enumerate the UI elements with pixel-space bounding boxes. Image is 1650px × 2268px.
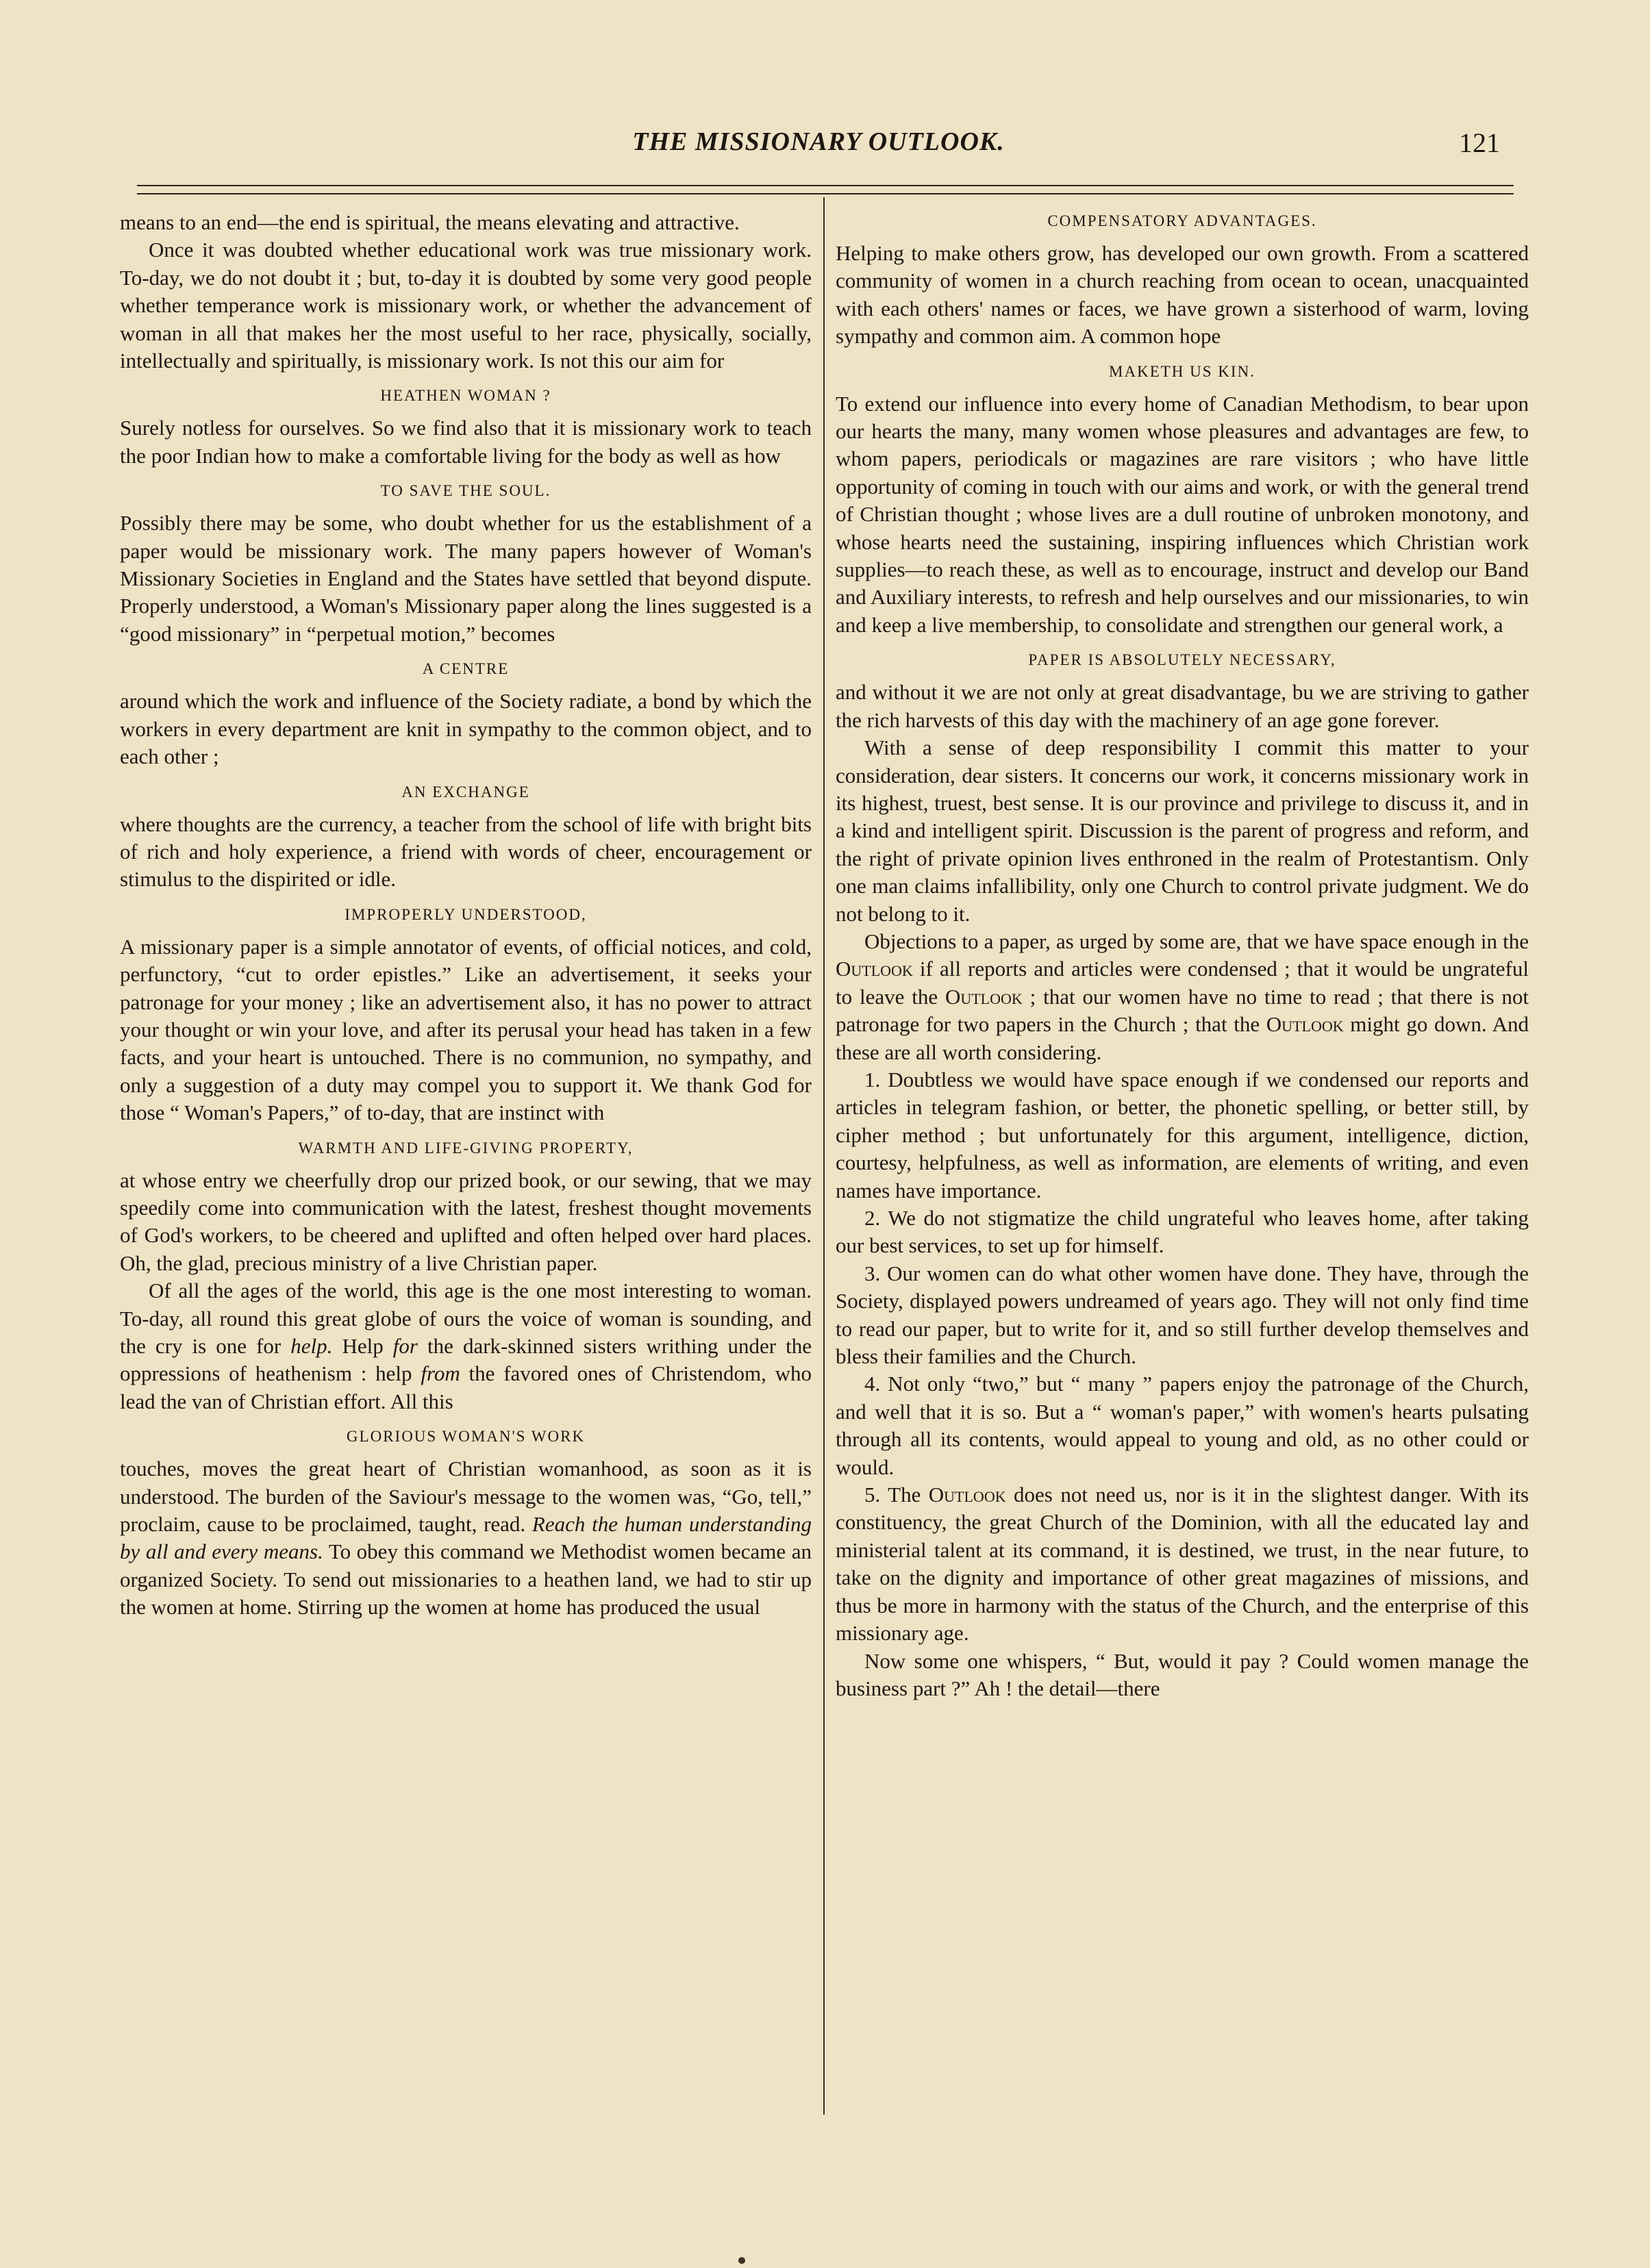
text-run: does not need us, nor is it in the slightest danger. With its constituency, the great Church of the Dominion, with all the educated lay and ministerial talent at its command, it is destined, we trust, in the near future, to take on the dignity and importance of other great magazines of missions, and thus be more in harmony with the status of the Church, and the enterprise of this missionary age. (836, 1483, 1529, 1646)
header-rule-bottom (137, 193, 1514, 194)
paragraph: A missionary paper is a simple annotator of events, of official notices, and cold, perfunctory, “cut to order epistles.” Like an advertisement, it seeks your patronage for your money ; like an advertisement also, it has no power to attract your thought or win your love, and after its perusal your head has taken in a few facts, and your heart is untouched. There is no communion, no sympathy, and only a suggestion of a duty may compel you to support it. We thank God for those “ Woman's Papers,” of to-day, that are instinct with (120, 934, 812, 1125)
text-run: if all reports and articles were condensed ; that it would be ungrateful to leave the (836, 957, 1529, 1009)
section-heading: PAPER IS ABSOLUTELY NECESSARY, (1028, 651, 1336, 669)
paragraph: around which the work and influence of the Society radiate, a bond by which the workers in every department are knit in sympathy to the common object, and to each other ; (120, 689, 812, 769)
paragraph: and without it we are not only at great disadvantage, bu we are striving to gather the rich harvests of this day with the machinery of an age gone forever. (836, 680, 1529, 732)
text-run: To obey this command we Methodist women became an organized Society. To send out missionaries to a heathen land, we had to stir up the women at home. Stirring up the women at home has produced the usual (120, 1539, 812, 1620)
small-caps-text: Outlook (928, 1483, 1006, 1507)
paragraph (120, 1455, 812, 1621)
text-run: Help (332, 1334, 393, 1358)
section-heading: GLORIOUS WOMAN'S WORK (346, 1428, 586, 1446)
running-title: THE MISSIONARY OUTLOOK. (632, 127, 1005, 156)
paragraph: 3. Our women can do what other women have done. They have, through the Society, displayed powers undreamed of years ago. They will not only find time to read our paper, but to write for it, and so still further develop themselves and bless their families and the Church. (836, 1261, 1529, 1369)
italic-text: for (392, 1334, 418, 1358)
paragraph: To extend our influence into every home of Canadian Methodism, to bear upon our hearts the many, many women whose pleasures and advantages are few, to whom papers, periodicals or magazines are rare visitors ; who have little opportunity of coming in touch with our aims and work, or with the general trend of Christian thought ; whose lives are a dull routine of unbroken monotony, and whose hearts need the sustaining, inspiring influences which Christian work supplies—to reach these, as well as to encourage, instruct and develop our Band and Auxiliary interests, to refresh and help ourselves and our missionaries, to win and keep a live membership, to consolidate and strengthen our general work, a (836, 391, 1529, 637)
paragraph: Once it was doubted whether educational work was true missionary work. To-day, we do not doubt it ; but, to-day it is doubted by some very good people whether temperance work is missionary work, or whether the advancement of woman in all that makes her the most useful to her race, physically, socially, intellectually and spiritually, is missionary work. Is not this our aim for (120, 238, 812, 373)
section-heading: WARMTH AND LIFE-GIVING PROPERTY, (298, 1139, 634, 1157)
page-number: 121 (1459, 127, 1500, 158)
section-heading: A CENTRE (422, 660, 510, 678)
text-run: ; that our women have no time to read ; that there is not patronage for two papers in the Church ; that the (836, 984, 1529, 1037)
paragraph: With a sense of deep responsibility I commit this matter to your consideration, dear sisters. It concerns our work, it concerns missionary work in its highest, truest, best sense. It is our province and privilege to discuss it, and in a kind and intelligent spirit. Discussion is the parent of progress and reform, and the right of private opinion lives enthroned in the realm of Protestantism. Only one man claims infallibility, only one Church to control private judgment. We do not belong to it. (836, 735, 1529, 926)
header-rule-top (137, 185, 1514, 186)
column-divider (823, 197, 825, 2115)
paragraph: Now some one whispers, “ But, would it pay ? Could women manage the business part ?” Ah ! the detail—there (836, 1648, 1529, 1700)
section-heading: MAKETH US KIN. (1109, 362, 1255, 380)
text-run: Objections to a paper, as urged by some are, that we have space enough in the (864, 929, 1529, 953)
paragraph: 1. Doubtless we would have space enough if we condensed our reports and articles in telegram fashion, or better, the phonetic spelling, or better still, by cipher method ; but unfortunately for this argument, intelligence, diction, courtesy, helpfulness, as well as information, are elements of writing, and even names have importance. (836, 1067, 1529, 1202)
page-header (137, 127, 1500, 168)
section-heading: TO SAVE THE SOUL. (380, 482, 551, 500)
paragraph: Possibly there may be some, who doubt whether for us the establishment of a paper would be missionary work. The many papers however of Woman's Missionary Societies in England and the States have settled that beyond dispute. Properly understood, a Woman's Missionary paper along the lines suggested is a “good missionary” in “perpetual motion,” becomes (120, 511, 812, 646)
section-heading: IMPROPERLY UNDERSTOOD, (345, 905, 587, 923)
text-run: 5. The (864, 1483, 929, 1507)
ink-dot (738, 2257, 745, 2264)
text-run: Of all the ages of the world, this age is the one most interesting to woman. To-day, all round this great globe of ours the voice of woman is sounding, and the cry is one for (120, 1278, 812, 1358)
italic-text: help. (290, 1334, 333, 1358)
paragraph: where thoughts are the currency, a teacher from the school of life with bright bits of rich and holy experience, a friend with words of cheer, encouragement or stimulus to the dispirited or idle. (120, 811, 812, 892)
text-run: touches, moves the great heart of Christian womanhood, as soon as it is understood. The burden of the Saviour's message to the women was, “Go, tell,” proclaim, cause to be proclaimed, taught, read. (120, 1457, 812, 1537)
paragraph: Surely notless for ourselves. So we find also that it is missionary work to teach the poor Indian how to make a comfortable living for the body as well as how (120, 416, 812, 468)
section-heading: HEATHEN WOMAN ? (380, 387, 551, 405)
paragraph: 2. We do not stigmatize the child ungrateful who leaves home, after taking our best services, to set up for himself. (836, 1206, 1529, 1258)
left-column (120, 209, 812, 1622)
paragraph: Helping to make others grow, has developed our own growth. From a scattered community of women in a church reaching from ocean to ocean, unacquainted with each others' names or faces, we have grown a sisterhood of warm, loving sympathy and common aim. A common hope (836, 241, 1529, 349)
text-run: the favored ones of Christendom, who lead the van of Christian effort. All this (120, 1361, 812, 1413)
paragraph: 4. Not only “two,” but “ many ” papers enjoy the patronage of the Church, and well that it is so. But a “ woman's paper,” with women's hearts pulsating through all its contents, would appeal to young and old, as no other could or would. (836, 1372, 1529, 1479)
text-run: might go down. And these are all worth considering. (836, 1012, 1529, 1064)
small-caps-text: Outlook (1266, 1012, 1344, 1037)
paragraph: means to an end—the end is spiritual, the means elevating and attractive. (120, 210, 740, 234)
small-caps-text: Outlook (945, 984, 1023, 1009)
right-column (836, 211, 1529, 1702)
italic-text: Reach the human understanding by all and every means. (120, 1512, 812, 1564)
paragraph (120, 1277, 812, 1415)
text-run: the dark-skinned sisters writhing under the oppressions of heathenism : help (120, 1334, 812, 1386)
italic-text: from (421, 1361, 460, 1386)
paragraph: at whose entry we cheerfully drop our prized book, or our sewing, that we may speedily come into communication with the latest, freshest thought movements of God's workers, to be cheered and uplifted and often helped over hard places. Oh, the glad, precious ministry of a live Christian paper. (120, 1168, 812, 1275)
section-heading: COMPENSATORY ADVANTAGES. (1047, 212, 1317, 229)
paragraph (836, 928, 1529, 1066)
section-heading: AN EXCHANGE (401, 783, 530, 801)
paragraph (836, 1481, 1529, 1647)
small-caps-text: Outlook (836, 957, 913, 981)
